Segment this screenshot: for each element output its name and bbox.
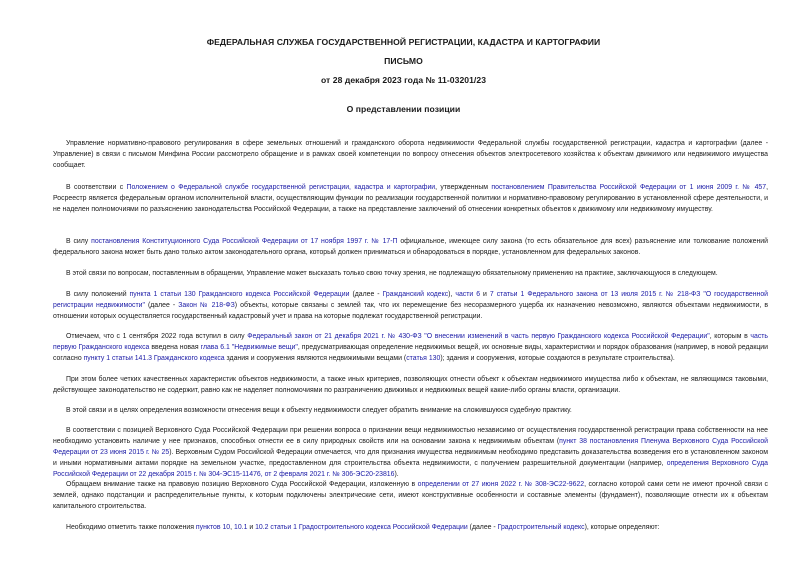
document-subject: О представлении позиции <box>346 104 461 114</box>
paragraph-11 <box>53 522 768 533</box>
paragraph-text: , Росреестр является федеральным органом исполнительной власти, осуществляющим функции по реализации государственной политики и нормативно-правовому регулированию в установленной сфере деятельности, и не наделен полномочиями по разъяснению законодательства Российской Федерации, а также на представление заключений об отнесении конкретных объектов к движимому или недвижимому имуществу. <box>53 184 768 213</box>
paragraph-text: и <box>247 524 256 531</box>
legal-reference-link[interactable]: пунктов 10 <box>195 524 231 531</box>
paragraph-text: , согласно которой сами сети не имеют прочной связи с землей, однако подстанции и распределительные пункты, к которым подключены электрические сети, имеют конструктивные особенности и составные элементы (фундамент), позволяющие отнести их к объектам капитального строительства. <box>53 481 768 510</box>
legal-reference-link[interactable]: пункт 38 постановления Пленума Верховного Суда Российской Федерации от 23 июня 2015 г. № 25 <box>53 438 768 456</box>
paragraph-text: Необходимо отметить также положения <box>66 524 196 531</box>
legal-reference-link[interactable]: Федеральный закон от 21 декабря 2021 г. № 430-ФЗ "О внесении изменений в часть первую Гражданского кодекса Российской Федерации" <box>247 333 710 340</box>
paragraph-7 <box>53 374 768 396</box>
paragraph-text: (далее - <box>144 302 179 309</box>
paragraph-text: ); здания и сооружения, которые создаются в результате строительства). <box>440 355 675 362</box>
paragraph-6 <box>53 331 768 364</box>
paragraph-text: В силу положений <box>66 291 130 298</box>
legal-reference-link[interactable]: постановления Конституционного Суда Российской Федерации от 17 ноября 1997 г. № 17-П <box>91 238 398 245</box>
paragraph-text: официальное, имеющее силу закона (то есть обязательное для всех) разъяснение или толкование положений федерального закона может быть дано только актом законодательного органа, который должен приниматься и обнародоваться в порядке, установленном для федеральных законов. <box>53 238 769 256</box>
paragraph-text: Отмечаем, что с 1 сентября 2022 года вступил в силу <box>66 333 248 340</box>
paragraph-2 <box>53 182 768 215</box>
paragraph-text: В силу <box>66 238 92 245</box>
paragraph-text: здания и сооружения являются недвижимыми вещами ( <box>224 355 407 362</box>
legal-reference-link[interactable]: части 6 <box>455 291 481 298</box>
paragraph-text: , утвержденным <box>435 184 492 191</box>
paragraph-text: В этой связи и в целях определения возможности отнесения вещи к объекту недвижимости следует обратить внимание на сложившуюся судебную практику. <box>66 407 572 414</box>
legal-reference-link[interactable]: глава 6.1 "Недвижимые вещи" <box>200 344 298 351</box>
legal-reference-link[interactable]: Закон № 218-ФЗ <box>178 302 235 309</box>
legal-reference-link[interactable]: определении от 27 июня 2022 г. № 308-ЭС22-9622 <box>417 481 585 488</box>
paragraph-text: ), <box>448 291 456 298</box>
document-type: ПИСЬМО <box>384 56 423 66</box>
legal-reference-link[interactable]: Гражданский кодекс <box>382 291 449 298</box>
paragraph-text: (далее - <box>467 524 498 531</box>
paragraph-5 <box>53 289 768 322</box>
paragraph-3 <box>53 236 768 258</box>
legal-reference-link[interactable]: 7 статьи 1 Федерального закона от 13 июля 2015 г. № 218-ФЗ "О государственной регистрации недвижимости" <box>53 291 769 309</box>
paragraph-text: Управление нормативно-правового регулирования в сфере земельных отношений и гражданского оборота недвижимости Федеральной службы государственной регистрации, кадастра и картографии (далее - Управление) в связи с письмом Минфина России рассмотрело обращение и в рамках своей компетенции по вопросу отнесения объектов электросетевого хозяйства к объектам движимого или недвижимого имущества сообщает. <box>53 140 768 169</box>
paragraph-8 <box>53 405 768 416</box>
paragraph-1 <box>53 138 768 171</box>
legal-reference-link[interactable]: Положением о Федеральной службе государственной регистрации, кадастра и картографии <box>126 184 436 191</box>
document-date-number: от 28 декабря 2023 года № 11-03201/23 <box>320 75 487 85</box>
paragraph-10 <box>53 479 768 512</box>
paragraph-text: При этом более четких качественных характеристик объектов недвижимости, а также иных критериев, позволяющих отнести объект к объектам недвижимого имущества либо к объектам, не являющимся таковыми, действующее законодательство не содержит, равно как не наделяет полномочиями по разграничению движимых и недвижимых вещей какие-либо органы власти, организации. <box>53 376 768 394</box>
paragraph-text: В соответствии с позицией Верховного Суда Российской Федерации при решении вопроса о признании вещи недвижимостью независимо от осуществления государственной регистрации права собственности на нее необходимо установить наличие у нее признаков, способных отнести ее в силу природных свойств или на основании закона к недвижимым объектам ( <box>53 427 768 445</box>
legal-reference-link[interactable]: пункта 1 статьи 130 Гражданского кодекса Российской Федерации <box>129 291 350 298</box>
agency-name: ФЕДЕРАЛЬНАЯ СЛУЖБА ГОСУДАРСТВЕННОЙ РЕГИСТРАЦИИ, КАДАСТРА И КАРТОГРАФИИ <box>206 37 601 47</box>
paragraph-4 <box>53 268 768 279</box>
legal-reference-link[interactable]: определения Верховного Суда Российской Федерации от 22 декабря 2015 г. № 304-ЭС15-11476, от 2 февраля 2021 г. № 306-ЭС20-23816 <box>53 460 768 478</box>
legal-reference-link[interactable]: постановлением Правительства Российской Федерации от 1 июня 2009 г. № 457 <box>491 184 767 191</box>
paragraph-text: , которым в <box>709 333 751 340</box>
legal-reference-link[interactable]: статья 130 <box>406 355 441 362</box>
paragraph-9 <box>53 425 768 480</box>
legal-reference-link[interactable]: Градостроительный кодекс <box>497 524 585 531</box>
legal-reference-link[interactable]: 10.1 <box>233 524 248 531</box>
paragraph-text: , предусматривающая определение недвижимых вещей, их основные виды, характеристики и порядок образования (например, в новой редакции согласно <box>53 344 768 362</box>
legal-reference-link[interactable]: 10.2 статьи 1 Градостроительного кодекса Российской Федерации <box>255 524 468 531</box>
paragraph-text: ) объекты, которые связаны с землей так, что их перемещение без несоразмерного ущерба их назначению невозможно, являются объектами недвижимости, в отношении которых осуществляется государственный кадастровый учет и права на которые подлежат государственной регистрации. <box>53 302 769 320</box>
legal-reference-link[interactable]: часть первую Гражданского кодекса <box>53 333 769 351</box>
paragraph-text: ), которые определяют: <box>584 524 660 531</box>
paragraph-text: В соответствии с <box>66 184 127 191</box>
legal-reference-link[interactable]: пункту 1 статьи 141.3 Гражданского кодекса <box>83 355 225 362</box>
paragraph-text: и <box>480 291 490 298</box>
paragraph-text: ). <box>394 471 399 478</box>
paragraph-text: ). Верховным Судом Российской Федерации отмечается, что для признания имущества недвижимым необходимо представить доказательства возведения его в установленном законом и иными нормативными актами порядке на земельном участке, предоставленном для строительства объекта недвижимости, с получением разрешительной документации (например, <box>53 449 768 467</box>
paragraph-text: В этой связи по вопросам, поставленным в обращении, Управление может высказать только свою точку зрения, не подлежащую обязательному применению на практике, заключающуюся в следующем. <box>66 270 718 277</box>
paragraph-text: Обращаем внимание также на правовую позицию Верховного Суда Российской Федерации, изложенную в <box>66 481 418 488</box>
paragraph-text: , <box>230 524 234 531</box>
paragraph-text: введена новая <box>149 344 201 351</box>
paragraph-text: (далее - <box>349 291 383 298</box>
